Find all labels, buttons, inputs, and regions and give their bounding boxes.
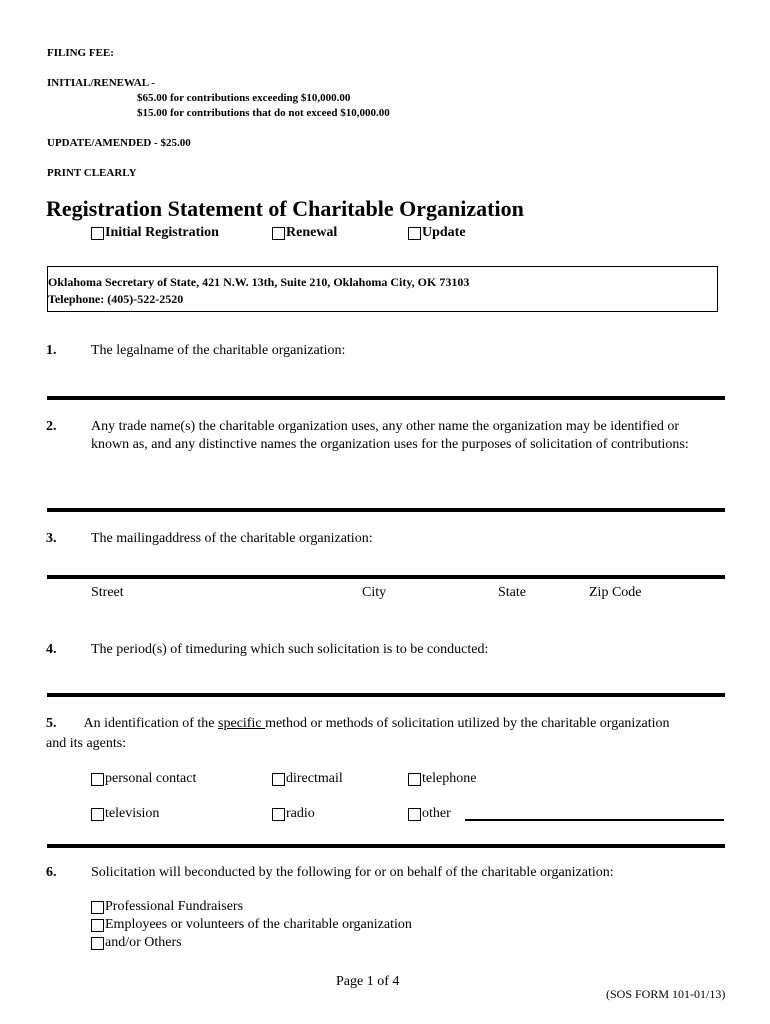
q6-text: Solicitation will beconducted by the following for or on behalf of the charitable organization: xyxy=(91,865,614,880)
method-radio[interactable] xyxy=(272,806,315,822)
q1-text: The legalname of the charitable organization: xyxy=(91,343,346,358)
state-label: State xyxy=(498,585,526,600)
method-label: directmail xyxy=(286,771,343,786)
checkbox-icon[interactable] xyxy=(408,808,421,821)
q4-answer-line[interactable] xyxy=(47,693,725,697)
fee-low-text: $15.00 for contributions that do not exceed $10,000.00 xyxy=(137,107,390,119)
q2-answer-line[interactable] xyxy=(47,508,725,512)
office-address-line2: Telephone: (405)-522-2520 xyxy=(48,292,184,306)
q3-text: The mailingaddress of the charitable organization: xyxy=(91,531,373,546)
q5-number: 5. xyxy=(46,716,57,731)
checkbox-icon[interactable] xyxy=(91,901,104,914)
q3-number: 3. xyxy=(46,531,57,546)
checkbox-icon[interactable] xyxy=(91,808,104,821)
checkbox-icon[interactable] xyxy=(272,227,285,240)
method-label: telephone xyxy=(422,771,477,786)
q1-answer-line[interactable] xyxy=(47,396,725,400)
q1-number: 1. xyxy=(46,343,57,358)
checkbox-icon[interactable] xyxy=(91,919,104,932)
checkbox-icon[interactable] xyxy=(91,937,104,950)
initial-renewal-label: INITIAL/RENEWAL - xyxy=(47,77,155,89)
filing-fee-label: FILING FEE: xyxy=(47,47,114,59)
reg-type-renewal[interactable] xyxy=(272,225,337,241)
checkbox-icon[interactable] xyxy=(91,227,104,240)
solicitor-others[interactable] xyxy=(91,935,182,951)
q2-text-line2: known as, and any distinctive names the organization uses for the purposes of solicitation of contributions: xyxy=(91,437,689,452)
page-number: Page 1 of 4 xyxy=(336,974,400,989)
q2-number: 2. xyxy=(46,419,57,434)
page-title: Registration Statement of Charitable Organization xyxy=(46,196,524,221)
q3-answer-line[interactable] xyxy=(47,575,725,579)
checkbox-icon[interactable] xyxy=(408,773,421,786)
q5-text-underlined: specific xyxy=(218,716,266,731)
method-label: other xyxy=(422,806,451,821)
reg-type-initial[interactable] xyxy=(91,225,219,241)
method-label: television xyxy=(105,806,160,821)
solicitor-professional-fundraisers[interactable] xyxy=(91,899,243,915)
q4-number: 4. xyxy=(46,642,57,657)
checkbox-icon[interactable] xyxy=(272,808,285,821)
print-clearly-label: PRINT CLEARLY xyxy=(47,167,137,179)
checkbox-icon[interactable] xyxy=(408,227,421,240)
reg-type-initial-label: Initial Registration xyxy=(105,225,219,240)
method-label: personal contact xyxy=(105,771,197,786)
other-method-input-line[interactable] xyxy=(465,819,724,821)
solicitor-label: Professional Fundraisers xyxy=(105,899,244,914)
reg-type-renewal-label: Renewal xyxy=(286,225,338,240)
zip-code-label: Zip Code xyxy=(589,585,642,600)
q6-number: 6. xyxy=(46,865,57,880)
q5-separator xyxy=(47,844,725,848)
method-directmail[interactable] xyxy=(272,771,343,787)
solicitor-label: Employees or volunteers of the charitable organization xyxy=(105,917,412,932)
q4-text: The period(s) of timeduring which such solicitation is to be conducted: xyxy=(91,642,489,657)
street-label: Street xyxy=(91,585,124,600)
method-television[interactable] xyxy=(91,806,159,822)
solicitor-employees-volunteers[interactable] xyxy=(91,917,412,933)
checkbox-icon[interactable] xyxy=(91,773,104,786)
reg-type-update-label: Update xyxy=(422,225,466,240)
q5-text-post: method or methods of solicitation utilized by the charitable organization xyxy=(265,716,670,731)
q5-text-line2: and its agents: xyxy=(46,736,127,751)
method-personal-contact[interactable] xyxy=(91,771,196,787)
solicitor-label: and/or Others xyxy=(105,935,182,950)
reg-type-update[interactable] xyxy=(408,225,466,241)
update-amended-label: UPDATE/AMENDED - $25.00 xyxy=(47,137,191,149)
form-number: (SOS FORM 101-01/13) xyxy=(606,987,726,1001)
office-address-line1: Oklahoma Secretary of State, 421 N.W. 13th, Suite 210, Oklahoma City, OK 73103 xyxy=(48,275,470,289)
checkbox-icon[interactable] xyxy=(272,773,285,786)
q5-text-pre: An identification of the xyxy=(83,716,219,731)
method-label: radio xyxy=(286,806,315,821)
city-label: City xyxy=(362,585,387,600)
q2-text-line1: Any trade name(s) the charitable organization uses, any other name the organization may be identified or xyxy=(91,419,680,434)
method-telephone[interactable] xyxy=(408,771,476,787)
method-other[interactable] xyxy=(408,806,451,822)
fee-high-text: $65.00 for contributions exceeding $10,000.00 xyxy=(137,92,351,104)
q5-line1 xyxy=(46,716,670,732)
